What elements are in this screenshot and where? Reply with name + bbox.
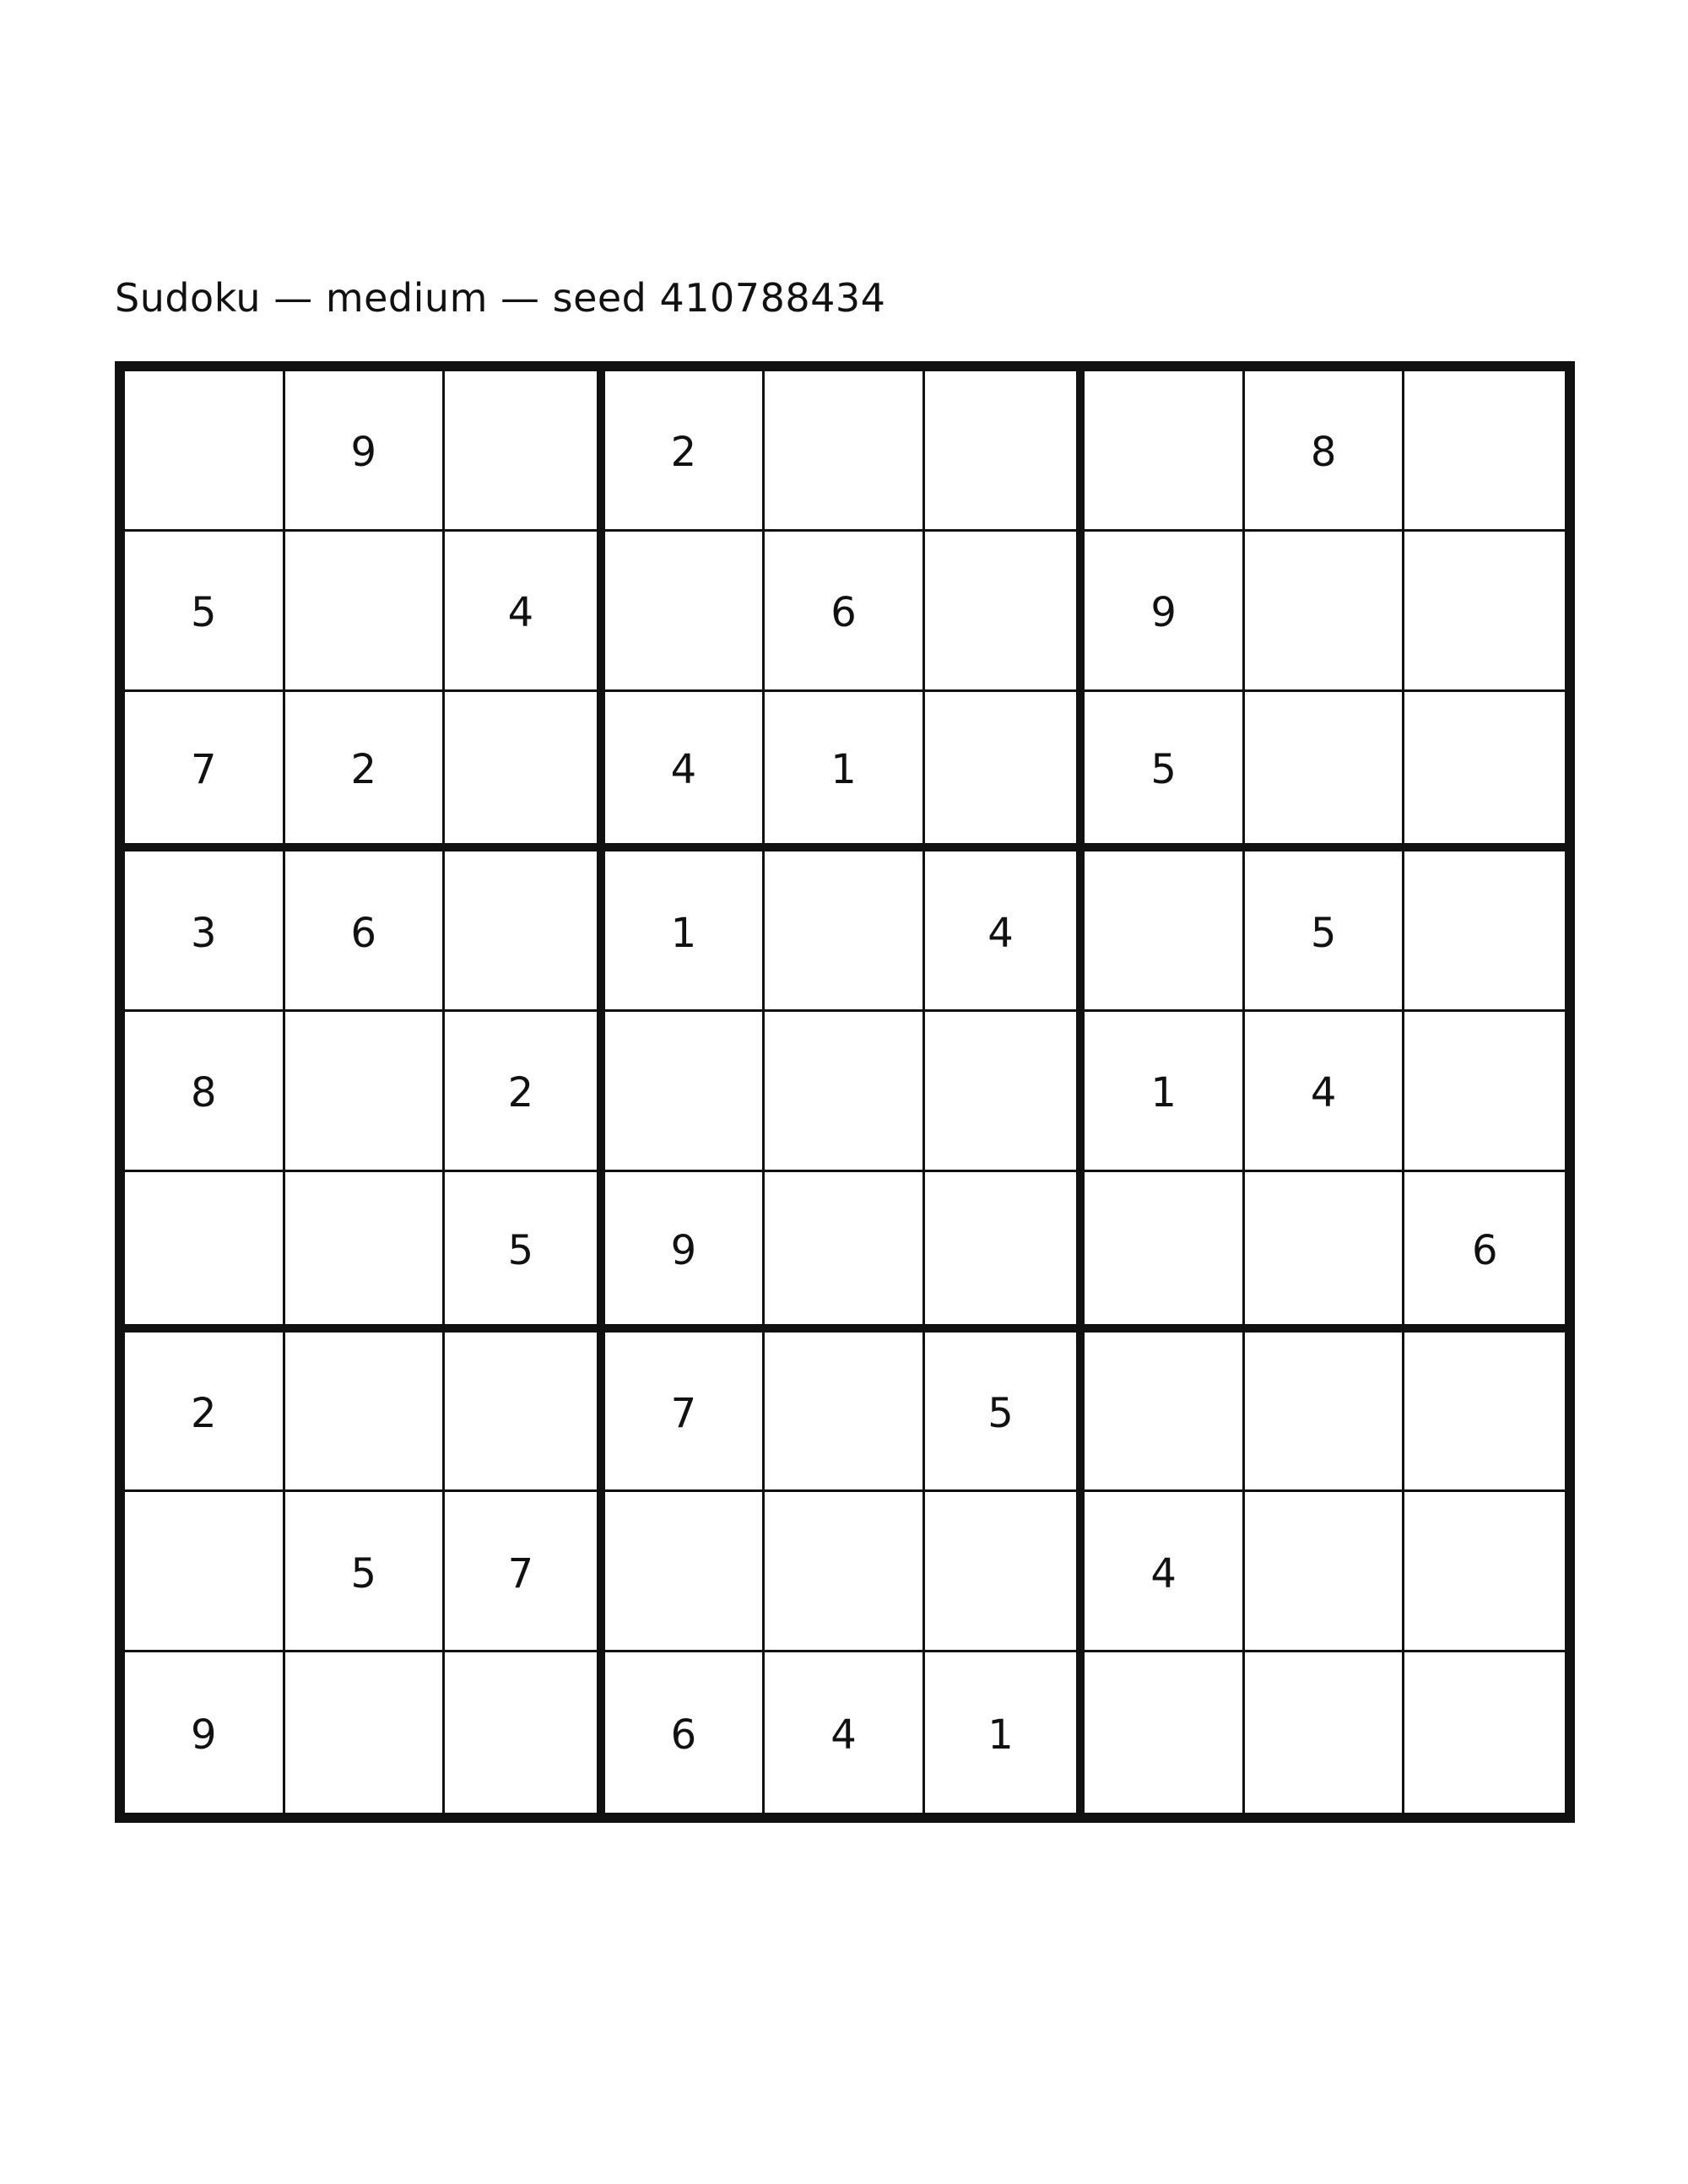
sudoku-cell-r5c7: 1 <box>1085 1012 1245 1172</box>
sudoku-cell-r1c4: 2 <box>605 371 766 532</box>
sudoku-cell-r1c3 <box>445 371 605 532</box>
sudoku-cell-r8c1 <box>125 1492 285 1652</box>
sudoku-cell-r8c4 <box>605 1492 766 1652</box>
sudoku-cell-r3c6 <box>925 692 1085 852</box>
sudoku-cell-r3c2: 2 <box>285 692 446 852</box>
sudoku-cell-r8c9 <box>1404 1492 1565 1652</box>
sudoku-cell-r4c9 <box>1404 851 1565 1012</box>
sudoku-cell-r5c2 <box>285 1012 446 1172</box>
sudoku-cell-r6c6 <box>925 1172 1085 1333</box>
sudoku-cell-r6c1 <box>125 1172 285 1333</box>
sudoku-cell-r6c8 <box>1245 1172 1405 1333</box>
sudoku-cell-r2c7: 9 <box>1085 532 1245 692</box>
sudoku-cell-r5c5 <box>765 1012 925 1172</box>
sudoku-cell-r4c7 <box>1085 851 1245 1012</box>
sudoku-cell-r5c3: 2 <box>445 1012 605 1172</box>
sudoku-cell-r4c1: 3 <box>125 851 285 1012</box>
sudoku-cell-r6c9: 6 <box>1404 1172 1565 1333</box>
sudoku-cell-r6c2 <box>285 1172 446 1333</box>
sudoku-cell-r4c3 <box>445 851 605 1012</box>
sudoku-cell-r4c4: 1 <box>605 851 766 1012</box>
sudoku-cell-r8c3: 7 <box>445 1492 605 1652</box>
sudoku-cell-r1c5 <box>765 371 925 532</box>
sudoku-cell-r5c4 <box>605 1012 766 1172</box>
sudoku-cell-r7c4: 7 <box>605 1333 766 1493</box>
sudoku-cell-r5c1: 8 <box>125 1012 285 1172</box>
sudoku-cell-r7c3 <box>445 1333 605 1493</box>
sudoku-cell-r6c4: 9 <box>605 1172 766 1333</box>
sudoku-cell-r9c9 <box>1404 1652 1565 1813</box>
sudoku-cell-r1c9 <box>1404 371 1565 532</box>
sudoku-cell-r3c1: 7 <box>125 692 285 852</box>
sudoku-cell-r4c5 <box>765 851 925 1012</box>
sudoku-cell-r7c9 <box>1404 1333 1565 1493</box>
sudoku-cell-r8c6 <box>925 1492 1085 1652</box>
sudoku-cell-r3c3 <box>445 692 605 852</box>
sudoku-cell-r1c8: 8 <box>1245 371 1405 532</box>
sudoku-cell-r3c5: 1 <box>765 692 925 852</box>
sudoku-cell-r5c6 <box>925 1012 1085 1172</box>
sudoku-cell-r9c7 <box>1085 1652 1245 1813</box>
sudoku-cell-r9c4: 6 <box>605 1652 766 1813</box>
sudoku-cell-r7c8 <box>1245 1333 1405 1493</box>
sudoku-cell-r8c5 <box>765 1492 925 1652</box>
sudoku-cell-r2c4 <box>605 532 766 692</box>
sudoku-grid <box>115 361 1575 1823</box>
sudoku-cell-r2c8 <box>1245 532 1405 692</box>
sudoku-cell-r9c6: 1 <box>925 1652 1085 1813</box>
sudoku-cell-r7c6: 5 <box>925 1333 1085 1493</box>
sudoku-cell-r1c2: 9 <box>285 371 446 532</box>
sudoku-cell-r2c3: 4 <box>445 532 605 692</box>
sudoku-cell-r1c1 <box>125 371 285 532</box>
sudoku-cell-r8c8 <box>1245 1492 1405 1652</box>
sudoku-cell-r6c3: 5 <box>445 1172 605 1333</box>
sudoku-cell-r6c7 <box>1085 1172 1245 1333</box>
sudoku-cell-r7c5 <box>765 1333 925 1493</box>
sudoku-cell-r5c8: 4 <box>1245 1012 1405 1172</box>
sudoku-cell-r5c9 <box>1404 1012 1565 1172</box>
sudoku-cell-r4c8: 5 <box>1245 851 1405 1012</box>
sudoku-cell-r1c6 <box>925 371 1085 532</box>
sudoku-cell-r3c8 <box>1245 692 1405 852</box>
sudoku-cell-r3c7: 5 <box>1085 692 1245 852</box>
sudoku-cell-r3c4: 4 <box>605 692 766 852</box>
sudoku-cell-r8c7: 4 <box>1085 1492 1245 1652</box>
sudoku-cell-r7c2 <box>285 1333 446 1493</box>
sudoku-cell-r9c5: 4 <box>765 1652 925 1813</box>
sudoku-cell-r1c7 <box>1085 371 1245 532</box>
sudoku-cell-r6c5 <box>765 1172 925 1333</box>
sudoku-cell-r2c2 <box>285 532 446 692</box>
sudoku-cell-r7c1: 2 <box>125 1333 285 1493</box>
sudoku-cell-r9c2 <box>285 1652 446 1813</box>
sudoku-cell-r9c8 <box>1245 1652 1405 1813</box>
sudoku-cell-r7c7 <box>1085 1333 1245 1493</box>
sudoku-cell-r2c1: 5 <box>125 532 285 692</box>
sudoku-cell-r8c2: 5 <box>285 1492 446 1652</box>
sudoku-cell-r2c6 <box>925 532 1085 692</box>
sudoku-cell-r9c1: 9 <box>125 1652 285 1813</box>
sudoku-cell-r3c9 <box>1404 692 1565 852</box>
sudoku-cell-r4c6: 4 <box>925 851 1085 1012</box>
sudoku-cell-r4c2: 6 <box>285 851 446 1012</box>
page-title: Sudoku — medium — seed 410788434 <box>115 275 886 321</box>
sudoku-cell-r2c5: 6 <box>765 532 925 692</box>
sudoku-cell-r9c3 <box>445 1652 605 1813</box>
sudoku-cell-r2c9 <box>1404 532 1565 692</box>
